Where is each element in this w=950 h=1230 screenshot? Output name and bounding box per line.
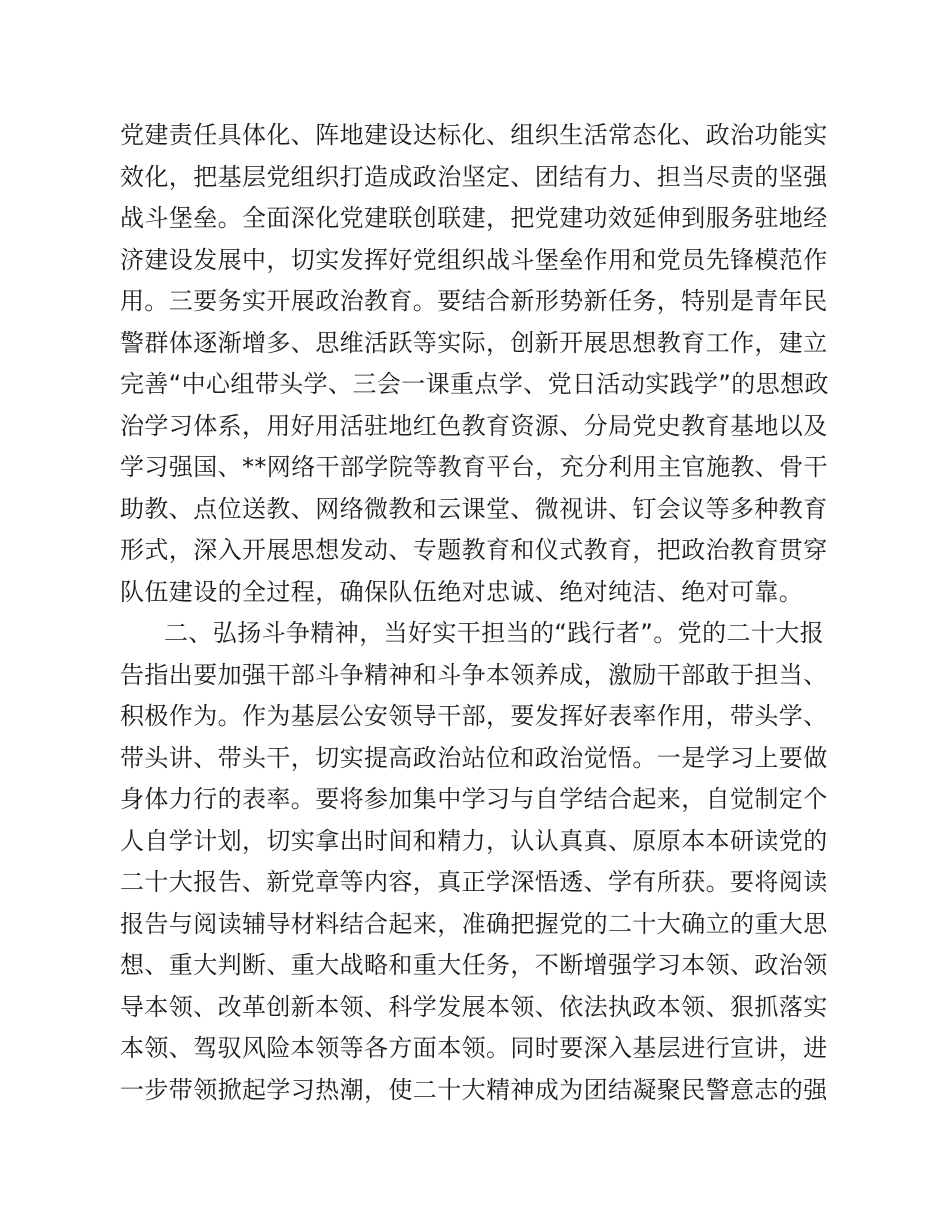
text-line-22: 导本领、改革创新本领、科学发展本领、依法执政本领、狠抓落实 (120, 992, 828, 1021)
text-line-3: 战斗堡垒。全面深化党建联创联建，把党建功效延伸到服务驻地经 (120, 204, 828, 232)
text-line-15: 积极作为。作为基层公安领导干部，要发挥好表率作用，带头学、 (120, 702, 828, 730)
text-line-17: 身体力行的表率。要将参加集中学习与自学结合起来，自觉制定个 (120, 785, 828, 813)
text-line-5: 用。三要务实开展政治教育。要结合新形势新任务，特别是青年民 (120, 287, 828, 315)
text-line-2: 效化，把基层党组织打造成政治坚定、团结有力、担当尽责的坚强 (120, 162, 828, 191)
text-line-16: 带头讲、带头干，切实提高政治站位和政治觉悟。一是学习上要做 (120, 743, 828, 772)
text-line-4: 济建设发展中，切实发挥好党组织战斗堡垒作用和党员先锋模范作 (120, 245, 828, 274)
text-line-1: 党建责任具体化、阵地建设达标化、组织生活常态化、政治功能实 (120, 121, 828, 149)
text-line-6: 警群体逐渐增多、思维活跃等实际，创新开展思想教育工作，建立 (120, 328, 828, 357)
text-line-7: 完善“中心组带头学、三会一课重点学、党日活动实践学”的思想政 (120, 370, 829, 398)
text-line-12: 队伍建设的全过程，确保队伍绝对忠诚、绝对纯洁、绝对可靠。 (120, 577, 804, 606)
text-line-23: 本领、驾驭风险本领等各方面本领。同时要深入基层进行宣讲，进 (120, 1034, 828, 1062)
text-line-20: 报告与阅读辅导材料结合起来，准确把握党的二十大确立的重大思 (120, 909, 828, 938)
text-line-11: 形式，深入开展思想发动、专题教育和仪式教育，把政治教育贯穿 (120, 536, 828, 564)
text-line-8: 治学习体系，用好用活驻地红色教育资源、分局党史教育基地以及 (120, 411, 828, 440)
text-line-10: 助教、点位送教、网络微教和云课堂、微视讲、钉会议等多种教育 (120, 494, 828, 523)
body-text (120, 115, 840, 1111)
text-line-24: 一步带领掀起学习热潮，使二十大精神成为团结凝聚民警意志的强 (120, 1075, 828, 1104)
text-line-18: 人自学计划，切实拿出时间和精力，认认真真、原原本本研读党的 (120, 826, 828, 855)
text-line-21: 想、重大判断、重大战略和重大任务，不断增强学习本领、政治领 (120, 951, 828, 979)
section-heading-line: 二、弘扬斗争精神，当好实干担当的“践行者”。党的二十大报 (164, 619, 825, 647)
text-line-19: 二十大报告、新党章等内容，真正学深悟透、学有所获。要将阅读 (120, 868, 828, 896)
text-line-14: 告指出要加强干部斗争精神和斗争本领养成，激励干部敢于担当、 (120, 660, 828, 689)
text-line-9: 学习强国、**网络干部学院等教育平台，充分利用主官施教、骨干 (120, 453, 828, 481)
